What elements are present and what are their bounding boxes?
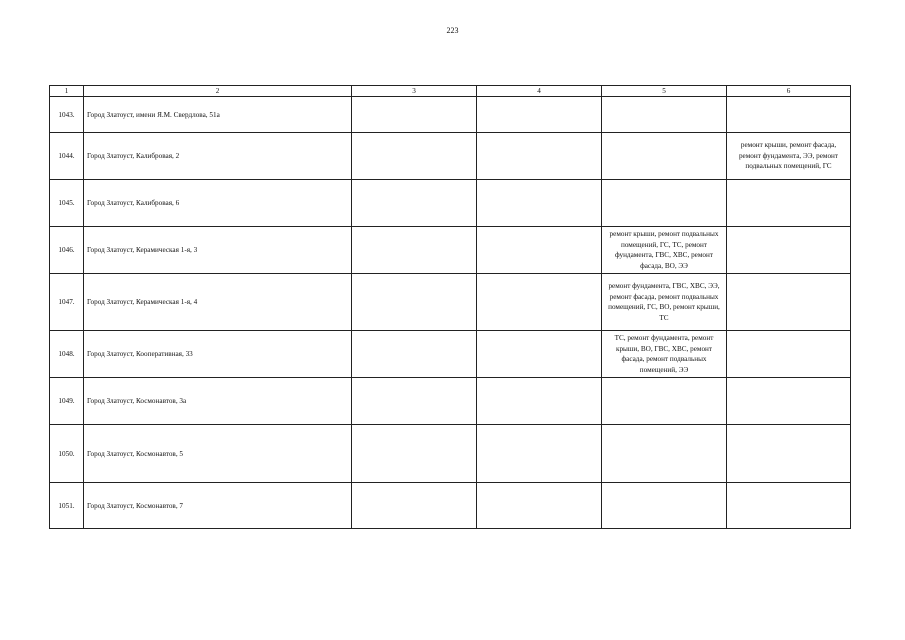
page-number: 223 — [446, 26, 459, 35]
row-cell-4 — [477, 274, 602, 331]
row-number: 1046. — [50, 227, 84, 274]
row-cell-6 — [727, 483, 851, 529]
row-cell-5: ремонт фундамента, ГВС, ХВС, ЭЭ, ремонт фасада, ремонт подвальных помещений, ГС, ВО, ремонт крыши, ТС — [602, 274, 727, 331]
table-row — [50, 227, 851, 274]
row-cell-6: ремонт крыши, ремонт фасада, ремонт фундамента, ЭЭ, ремонт подвальных помещений, ГС — [727, 133, 851, 180]
row-cell-5: ТС, ремонт фундамента, ремонт крыши, ВО, ГВС, ХВС, ремонт фасада, ремонт подвальных помещений, ЭЭ — [602, 331, 727, 378]
row-number: 1043. — [50, 97, 84, 133]
row-cell-4 — [477, 425, 602, 483]
row-cell-6 — [727, 378, 851, 425]
row-cell-3 — [352, 133, 477, 180]
row-cell-6 — [727, 425, 851, 483]
table-row — [50, 331, 851, 378]
column-header-4: 4 — [477, 86, 602, 97]
row-address: Город Златоуст, Космонавтов, 3а — [84, 378, 352, 425]
row-cell-3 — [352, 425, 477, 483]
row-cell-5 — [602, 133, 727, 180]
column-header-3: 3 — [352, 86, 477, 97]
row-number: 1045. — [50, 180, 84, 227]
table-row — [50, 133, 851, 180]
column-header-6: 6 — [727, 86, 851, 97]
row-number: 1049. — [50, 378, 84, 425]
table-row — [50, 180, 851, 227]
row-address: Город Златоуст, Кооперативная, 33 — [84, 331, 352, 378]
row-cell-5 — [602, 97, 727, 133]
column-header-1: 1 — [50, 86, 84, 97]
row-number: 1050. — [50, 425, 84, 483]
row-cell-3 — [352, 274, 477, 331]
row-cell-6 — [727, 227, 851, 274]
row-address: Город Златоуст, Калибровая, 2 — [84, 133, 352, 180]
row-address: Город Златоуст, Космонавтов, 5 — [84, 425, 352, 483]
row-cell-5 — [602, 378, 727, 425]
row-cell-4 — [477, 483, 602, 529]
row-cell-4 — [477, 180, 602, 227]
row-cell-4 — [477, 97, 602, 133]
row-cell-5 — [602, 180, 727, 227]
table-row — [50, 425, 851, 483]
row-cell-5 — [602, 425, 727, 483]
row-number: 1051. — [50, 483, 84, 529]
header-row — [50, 86, 851, 97]
column-header-5: 5 — [602, 86, 727, 97]
row-address: Город Златоуст, Космонавтов, 7 — [84, 483, 352, 529]
table-row — [50, 274, 851, 331]
row-cell-4 — [477, 378, 602, 425]
row-cell-3 — [352, 331, 477, 378]
row-cell-5: ремонт крыши, ремонт подвальных помещений, ГС, ТС, ремонт фундамента, ГВС, ХВС, ремонт фасада, ВО, ЭЭ — [602, 227, 727, 274]
row-cell-5 — [602, 483, 727, 529]
row-number: 1044. — [50, 133, 84, 180]
row-cell-3 — [352, 483, 477, 529]
row-cell-4 — [477, 133, 602, 180]
row-cell-6 — [727, 97, 851, 133]
row-cell-3 — [352, 227, 477, 274]
row-cell-6 — [727, 331, 851, 378]
row-cell-4 — [477, 331, 602, 378]
table-row — [50, 483, 851, 529]
row-cell-6 — [727, 274, 851, 331]
table-row — [50, 378, 851, 425]
row-cell-3 — [352, 378, 477, 425]
row-cell-3 — [352, 97, 477, 133]
table-row — [50, 97, 851, 133]
row-number: 1048. — [50, 331, 84, 378]
row-cell-4 — [477, 227, 602, 274]
row-cell-6 — [727, 180, 851, 227]
row-address: Город Златоуст, имени Я.М. Свердлова, 51а — [84, 97, 352, 133]
row-address: Город Златоуст, Керамическая 1-я, 4 — [84, 274, 352, 331]
registry-table — [49, 85, 851, 529]
row-cell-3 — [352, 180, 477, 227]
row-address: Город Златоуст, Керамическая 1-я, 3 — [84, 227, 352, 274]
row-number: 1047. — [50, 274, 84, 331]
column-header-2: 2 — [84, 86, 352, 97]
row-address: Город Златоуст, Калибровая, 6 — [84, 180, 352, 227]
